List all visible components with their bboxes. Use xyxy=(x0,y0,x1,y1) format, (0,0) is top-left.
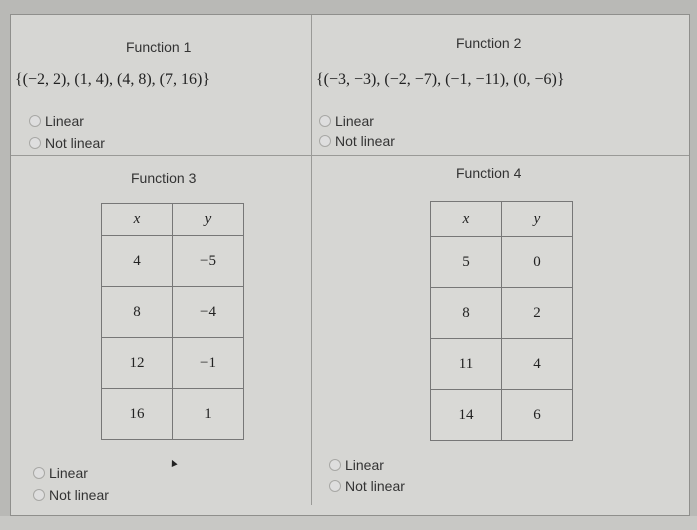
y-cell: 4 xyxy=(502,339,573,390)
radio-icon[interactable] xyxy=(29,115,41,127)
function-2-linear-option[interactable] xyxy=(319,113,374,129)
mouse-cursor-icon: ▲ xyxy=(165,455,181,471)
function-3-table xyxy=(101,203,244,440)
option-label: Not linear xyxy=(345,478,405,494)
x-cell: 14 xyxy=(431,390,502,441)
x-cell: 5 xyxy=(431,237,502,288)
bottom-strip xyxy=(0,516,697,530)
y-cell: 2 xyxy=(502,288,573,339)
table-row xyxy=(102,236,244,287)
function-4-title: Function 4 xyxy=(456,165,522,181)
function-1-set: {(−2, 2), (1, 4), (4, 8), (7, 16)} xyxy=(15,71,211,88)
x-header: x xyxy=(431,202,502,237)
function-3-not-linear-option[interactable] xyxy=(33,487,109,503)
y-cell: 0 xyxy=(502,237,573,288)
x-header: x xyxy=(102,204,173,236)
function-2-title: Function 2 xyxy=(456,35,522,51)
function-1-title: Function 1 xyxy=(126,39,192,55)
row-divider xyxy=(11,155,689,156)
radio-icon[interactable] xyxy=(329,480,341,492)
y-header: y xyxy=(502,202,573,237)
option-label: Not linear xyxy=(49,487,109,503)
function-4-table xyxy=(430,201,573,441)
y-cell: 6 xyxy=(502,390,573,441)
function-1-linear-option[interactable] xyxy=(29,113,84,129)
option-label: Not linear xyxy=(45,135,105,151)
table-row xyxy=(431,339,573,390)
table-row xyxy=(431,390,573,441)
x-cell: 8 xyxy=(102,287,173,338)
option-label: Linear xyxy=(335,113,374,129)
y-header: y xyxy=(173,204,244,236)
function-1-not-linear-option[interactable] xyxy=(29,135,105,151)
table-row xyxy=(102,389,244,440)
radio-icon[interactable] xyxy=(329,459,341,471)
radio-icon[interactable] xyxy=(29,137,41,149)
function-3-linear-option[interactable] xyxy=(33,465,88,481)
function-3-title: Function 3 xyxy=(131,170,197,186)
y-cell: −5 xyxy=(173,236,244,287)
column-divider xyxy=(311,15,312,505)
radio-icon[interactable] xyxy=(33,467,45,479)
table-row xyxy=(431,237,573,288)
y-cell: −1 xyxy=(173,338,244,389)
radio-icon[interactable] xyxy=(319,115,331,127)
table-row xyxy=(431,288,573,339)
option-label: Not linear xyxy=(335,133,395,149)
x-cell: 12 xyxy=(102,338,173,389)
radio-icon[interactable] xyxy=(33,489,45,501)
y-cell: −4 xyxy=(173,287,244,338)
function-4-not-linear-option[interactable] xyxy=(329,478,405,494)
worksheet xyxy=(10,14,690,516)
x-cell: 11 xyxy=(431,339,502,390)
x-cell: 4 xyxy=(102,236,173,287)
table-row xyxy=(102,287,244,338)
function-4-linear-option[interactable] xyxy=(329,457,384,473)
function-2-set: {(−3, −3), (−2, −7), (−1, −11), (0, −6)} xyxy=(316,71,565,88)
radio-icon[interactable] xyxy=(319,135,331,147)
function-2-not-linear-option[interactable] xyxy=(319,133,395,149)
option-label: Linear xyxy=(345,457,384,473)
y-cell: 1 xyxy=(173,389,244,440)
table-row xyxy=(102,338,244,389)
x-cell: 8 xyxy=(431,288,502,339)
option-label: Linear xyxy=(49,465,88,481)
option-label: Linear xyxy=(45,113,84,129)
x-cell: 16 xyxy=(102,389,173,440)
